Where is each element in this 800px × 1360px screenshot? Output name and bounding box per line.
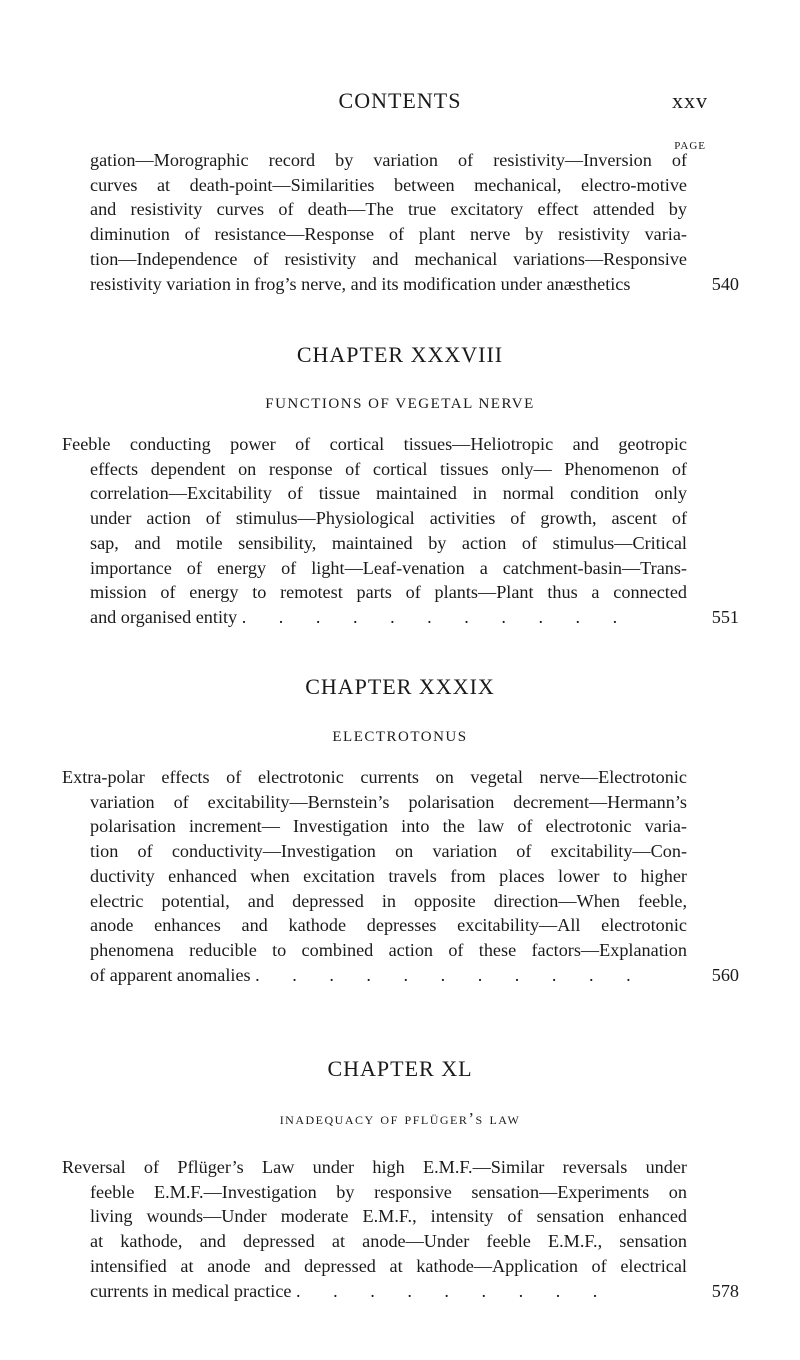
entry-line: correlation—Excitability of tissue maintained in normal condition only [90,483,687,504]
entry-page-number: 560 [711,964,739,985]
entry-line: feeble E.M.F.—Investigation by responsive sensation—Experiments on [90,1181,687,1202]
entry-line: under action of stimulus—Physiological activities of growth, ascent of [90,508,687,529]
entry-line: curves at death-point—Similarities between mechanical, electro-motive [90,174,687,195]
running-head-page-number: xxv [672,88,708,113]
entry-line [62,963,739,988]
entry-line-text: and organised entity [90,606,238,627]
entry-line: polarisation increment— Investigation into the law of electrotonic varia- [90,816,687,837]
entry-line: ductivity enhanced when excitation travels from places lower to higher [90,865,687,886]
entry-line [62,272,739,297]
toc-entry-chapter-40 [62,1155,740,1303]
entry-line: gation—Morographic record by variation of resistivity—Inversion of [90,150,687,170]
chapter-subtitle: ELECTROTONUS [332,729,468,745]
running-head-title: CONTENTS [338,88,462,113]
entry-page-number: 551 [711,606,739,627]
entry-line-text: currents in medical practice [90,1280,292,1301]
entry-line: sap, and motile sensibility, maintained by action of stimulus—Critical [90,532,687,553]
entry-line: variation of excitability—Bernstein’s polarisation decrement—Hermann’s [90,791,687,812]
entry-line: anode enhances and kathode depresses excitability—All electrotonic [90,915,687,936]
entry-line: intensified at anode and depressed at kathode—Application of electrical [90,1255,687,1276]
chapter-heading: CHAPTER XXXVIII [296,342,504,367]
entry-line: effects dependent on response of cortical tissues only— Phenomenon of [90,458,687,479]
entry-line: Extra-polar effects of electrotonic currents on vegetal nerve—Electrotonic [62,767,687,787]
entry-line: electric potential, and depressed in opposite direction—When feeble, [90,890,687,911]
entry-line-text: of apparent anomalies [90,964,251,985]
entry-line: mission of energy to remotest parts of plants—Plant thus a connected [90,582,687,603]
toc-entry-chapter-38 [62,432,740,630]
entry-line: at kathode, and depressed at anode—Under feeble E.M.F., sensation [90,1231,687,1252]
chapter-heading: CHAPTER XL [327,1056,473,1081]
dot-leaders: . . . . . . . . . [296,1280,612,1301]
entry-page-number: 540 [711,273,739,294]
entry-line: diminution of resistance—Response of plant nerve by resistivity varia- [90,224,687,245]
entry-line: and resistivity curves of death—The true excitatory effect attended by [90,199,687,220]
entry-line: tion of conductivity—Investigation on variation of excitability—Con- [90,841,687,862]
chapter-heading: CHAPTER XXXIX [305,674,495,699]
chapter-subtitle: inadequacy of pflüger’s law [279,1109,521,1128]
chapter-subtitle: FUNCTIONS OF VEGETAL NERVE [265,396,535,412]
entry-line: phenomena reducible to combined action of these factors—Explanation [90,939,687,960]
toc-entry-continued [62,148,740,296]
page-column-label: PAGE [674,140,706,152]
toc-entry-chapter-39 [62,765,740,987]
entry-line: Reversal of Pflüger’s Law under high E.M.F.—Similar reversals under [62,1157,687,1177]
entry-page-number: 578 [711,1280,739,1301]
entry-line: Feeble conducting power of cortical tissues—Heliotropic and geotropic [62,434,687,454]
entry-line-text: resistivity variation in frog’s nerve, and its modification under anæsthetics [90,273,631,294]
running-head [0,88,800,118]
entry-line: living wounds—Under moderate E.M.F., intensity of sensation enhanced [90,1206,687,1227]
dot-leaders: . . . . . . . . . . . [241,606,632,627]
dot-leaders: . . . . . . . . . . . [255,964,645,985]
entry-line [62,605,739,630]
entry-line [62,1279,739,1304]
entry-line: importance of energy of light—Leaf-venation a catchment-basin—Trans- [90,557,687,578]
entry-line: tion—Independence of resistivity and mechanical variations—Responsive [90,248,687,269]
